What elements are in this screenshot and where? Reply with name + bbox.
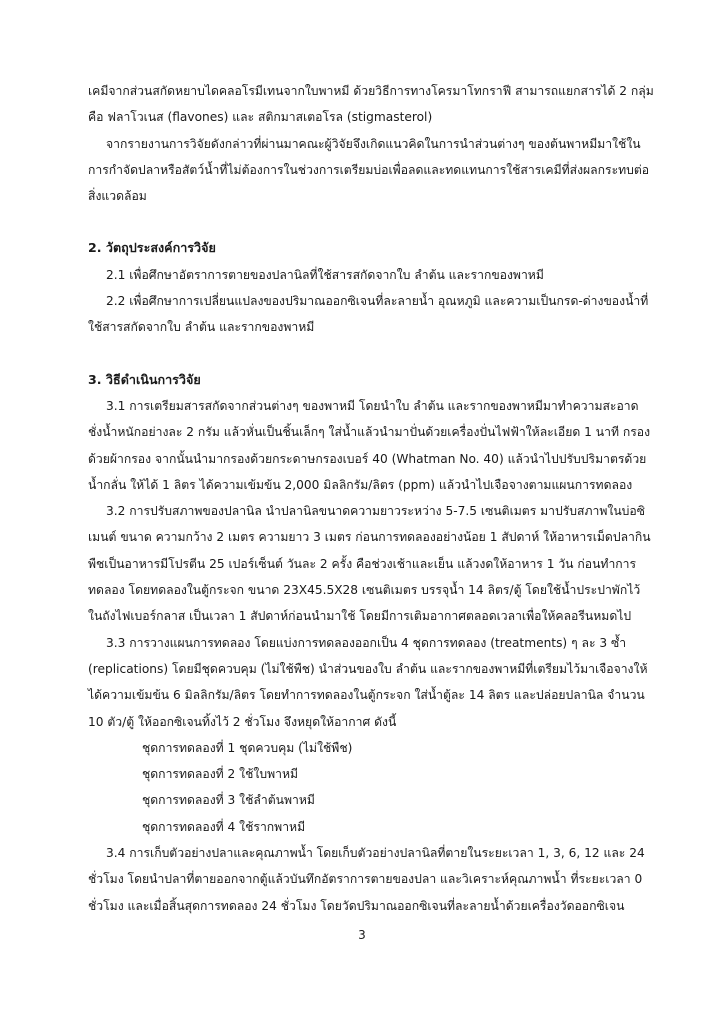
treatment-2: ชุดการทดลองที่ 2 ใช้ใบพาหมี <box>142 767 299 782</box>
page-number: 3 <box>358 928 366 942</box>
method-3-1: 3.1 การเตรียมสารสกัดจากส่วนต่างๆ ของพาหมี โดยนำใบ ลำต้น และรากของพาหมีมาทำความสะอาด ชั่งน้ำหนักอย่างละ 2 กรัม แล้วหั่นเป็นชิ้นเล็กๆ ใส่น้ำแล้วนำมาปั่นด้วยเครื่องปั่นไฟฟ้าให้ละเอียด 1 นาที กรองด้วยผ้ากรอง จากนั้นนำมากรองด้วยกระดาษกรองเบอร์ 40 (Whatman No. 40) แล้วนำไปปรับปริมาตรด้วยน้ำกลั่น ให้ได้ 1 ลิตร ได้ความเข้มข้น 2,000 มิลลิกรัม/ลิตร (ppm) แล้วนำไปเจือจางตามแผนการทดลอง <box>88 398 651 492</box>
document-page <box>88 78 654 919</box>
section-3-heading: 3. วิธีดำเนินการวิจัย <box>88 371 201 387</box>
section-gap <box>88 209 654 235</box>
treatment-1: ชุดการทดลองที่ 1 ชุดควบคุม (ไม่ใช้พืช) <box>142 740 353 755</box>
treatment-4: ชุดการทดลองที่ 4 ใช้รากพาหมี <box>142 819 306 834</box>
section-gap <box>88 341 654 367</box>
objective-2-2: 2.2 เพื่อศึกษาการเปลี่ยนแปลงของปริมาณออกซิเจนที่ละลายน้ำ อุณหภูมิ และความเป็นกรด-ด่างของน้ำที่ใช้สารสกัดจากใบ ลำต้น และรากของพาหมี <box>88 294 649 335</box>
method-3-4: 3.4 การเก็บตัวอย่างปลาและคุณภาพน้ำ โดยเก็บตัวอย่างปลานิลที่ตายในระยะเวลา 1, 3, 6, 12 และ 24 ชั่วโมง โดยนำปลาที่ตายออกจากตู้แล้วบันทึกอัตราการตายของปลา และวิเคราะห์คุณภาพน้ำ ที่ระยะเวลา 0 ชั่วโมง และเมื่อสิ้นสุดการทดลอง 24 ชั่วโมง โดยวัดปริมาณออกซิเจนที่ละลายน้ำด้วยเครื่องวัดออกซิเจน <box>88 846 645 913</box>
method-3-3: 3.3 การวางแผนการทดลอง โดยแบ่งการทดลองออกเป็น 4 ชุดการทดลอง (treatments) ๆ ละ 3 ซ้ำ (replications) โดยมีชุดควบคุม (ไม่ใช้พืช) นำส่วนของใบ ลำต้น และรากของพาหมีที่เตรียมไว้มาเจือจางให้ได้ความเข้มข้น 6 มิลลิกรัม/ลิตร โดยทำการทดลองในตู้กระจก ใส่น้ำตู้ละ 14 ลิตร และปล่อยปลานิล จำนวน 10 ตัว/ตู้ ให้ออกซิเจนทิ้งไว้ 2 ชั่วโมง จึงหยุดให้อากาศ ดังนี้ <box>88 635 648 729</box>
reasoning-paragraph: จากรายงานการวิจัยดังกล่าวที่ผ่านมาคณะผู้วิจัยจึงเกิดแนวคิดในการนำส่วนต่างๆ ของต้นพาหมีมาใช้ในการกำจัดปลาหรือสัตว์น้ำที่ไม่ต้องการในช่วงการเตรียมบ่อเพื่อลดและทดแทนการใช้สารเคมีที่ส่งผลกระทบต่อสิ่งแวดล้อม <box>88 136 650 204</box>
objective-2-1: 2.1 เพื่อศึกษาอัตราการตายของปลานิลที่ใช้สารสกัดจากใบ ลำต้น และรากของพาหมี <box>106 267 544 282</box>
method-3-2: 3.2 การปรับสภาพของปลานิล นำปลานิลขนาดความยาวระหว่าง 5-7.5 เซนติเมตร มาปรับสภาพในบ่อซิเมนต์ ขนาด ความกว้าง 2 เมตร ความยาว 3 เมตร ก่อนการทดลองอย่างน้อย 1 สัปดาห์ ให้อาหารเม็ดปลากินพืชเป็นอาหารมีโปรตีน 25 เปอร์เซ็นต์ วันละ 2 ครั้ง คือช่วงเช้าและเย็น แล้วงดให้อาหาร 1 วัน ก่อนทำการทดลอง โดยทดลองในตู้กระจก ขนาด 23X45.5X28 เซนติเมตร บรรจุน้ำ 14 ลิตร/ตู้ โดยใช้น้ำประปาพักไว้ในถังไฟเบอร์กลาส เป็นเวลา 1 สัปดาห์ก่อนนำมาใช้ โดยมีการเติมอากาศตลอดเวลาเพื่อให้คลอรีนหมดไป <box>88 504 651 624</box>
section-2-heading: 2. วัตถุประสงค์การวิจัย <box>88 240 216 256</box>
treatment-3: ชุดการทดลองที่ 3 ใช้ลำต้นพาหมี <box>142 793 315 808</box>
intro-paragraph: เคมีจากส่วนสกัดหยาบไดคลอโรมีเทนจากใบพาหมี ด้วยวิธีการทางโครมาโทกราฟี สามารถแยกสารได้ 2 กลุ่ม คือ ฟลาโวเนส (flavones) และ สติกมาสเตอโรล (stigmasterol) <box>88 84 654 125</box>
